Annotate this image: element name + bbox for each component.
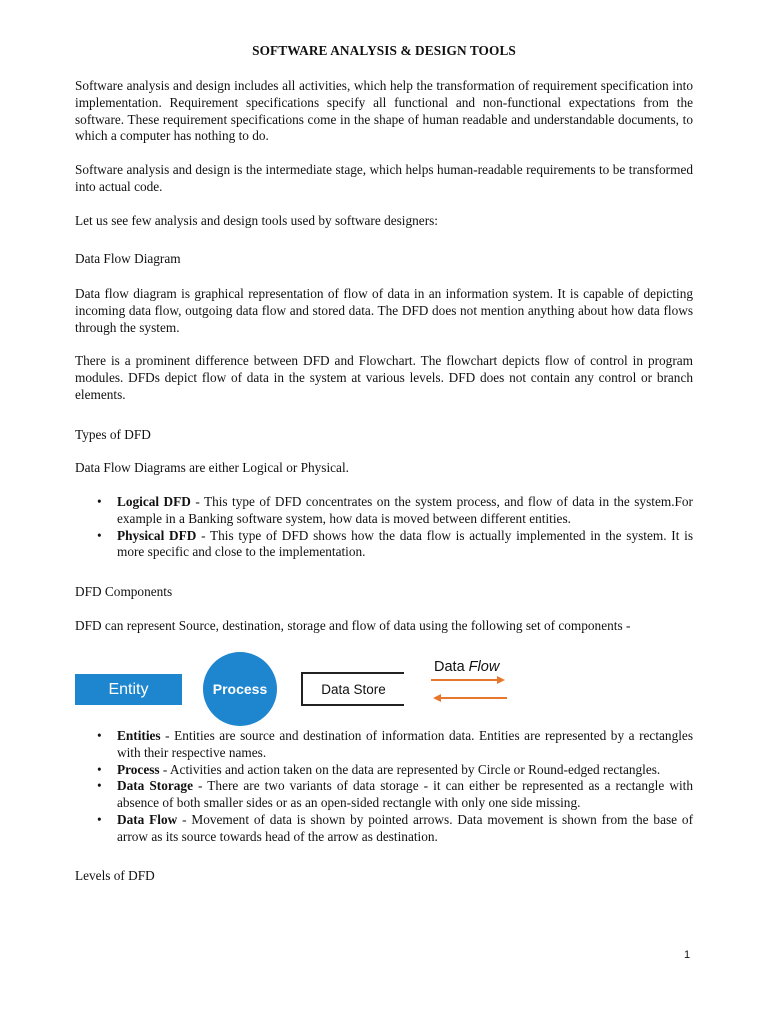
bullet-icon: •: [97, 728, 102, 743]
paragraph-tools-intro: Let us see few analysis and design tools used by software designers:: [75, 213, 438, 228]
list-item: [75, 528, 693, 562]
paragraph-dfd-vs-flowchart: There is a prominent difference between DFD and Flowchart. The flowchart depicts flow of control in program modules. DFDs depict flow of data in the system at various levels. DFD does not contain any control or branch elements.: [75, 353, 693, 402]
data-flow-arrows-icon: [429, 672, 509, 706]
list-item: [75, 728, 693, 762]
list-item-term: Data Flow: [117, 811, 178, 827]
page-number: 1: [684, 949, 691, 961]
arrow-right-head: [497, 676, 505, 684]
process-label: Process: [212, 681, 268, 697]
list-item-text: - There are two variants of data storage - it can either be represented as a rectangle with absence of both smaller sides or as an open-sided rectangle with only one side missing.: [117, 778, 693, 811]
data-flow-label-italic: Flow: [468, 659, 500, 675]
bullet-icon: •: [97, 494, 102, 509]
heading-levels-of-dfd: Levels of DFD: [75, 868, 155, 883]
list-item-text: - Activities and action taken on the data are represented by Circle or Round-edged rectangles.: [159, 761, 661, 777]
paragraph-intro: Software analysis and design includes all activities, which help the transformation of requirement specification into implementation. Requirement specifications specify all functional and non-functional expectations from the software. These requirement specifications come in the shape of human readable and understandable documents, to which a computer has nothing to do.: [75, 78, 693, 144]
arrow-left-head: [433, 694, 441, 702]
paragraph-dfd-definition: Data flow diagram is graphical representation of flow of data in an information system. It is capable of depicting incoming data flow, outgoing data flow and stored data. The DFD does not mention anything about how data flows through the system.: [75, 286, 693, 335]
bullet-icon: •: [97, 778, 102, 794]
list-item: [75, 494, 693, 528]
list-item: [75, 762, 693, 779]
process-circle: [203, 652, 277, 726]
paragraph-components-intro: DFD can represent Source, destination, storage and flow of data using the following set of components -: [75, 618, 631, 633]
data-flow-label-plain: Data: [434, 659, 469, 675]
list-item-text: - Entities are source and destination of information data. Entities are represented by a rectangles with their respective names.: [117, 728, 693, 760]
types-list: [75, 494, 693, 561]
entity-label: Entity: [108, 680, 149, 698]
list-item: [75, 778, 693, 812]
list-item-term: Process: [117, 761, 160, 777]
data-store-shape: [301, 672, 404, 706]
heading-data-flow-diagram: Data Flow Diagram: [75, 251, 181, 266]
document-title: SOFTWARE ANALYSIS & DESIGN TOOLS: [252, 43, 516, 58]
bullet-icon: •: [97, 761, 102, 777]
list-item-term: Logical DFD: [117, 494, 191, 509]
components-list: [75, 728, 693, 846]
list-item-term: Data Storage: [117, 778, 193, 794]
heading-types-of-dfd: Types of DFD: [75, 427, 151, 442]
list-item-text: - This type of DFD shows how the data flow is actually implemented in the system. It is more specific and close to the implementation.: [117, 527, 693, 560]
list-item-term: Entities: [117, 728, 161, 743]
paragraph-intermediate-stage: Software analysis and design is the intermediate stage, which helps human-readable requirements to be transformed into actual code.: [75, 162, 693, 194]
dfd-components-figure: [75, 648, 515, 732]
bullet-icon: •: [97, 811, 102, 827]
list-item-text: - This type of DFD concentrates on the system process, and flow of data in the system.For example in a Banking software system, how data is moved between different entities.: [117, 494, 693, 526]
paragraph-logical-or-physical: Data Flow Diagrams are either Logical or Physical.: [75, 460, 349, 475]
list-item-text: - Movement of data is shown by pointed arrows. Data movement is shown from the base of arrow as its source towards head of the arrow as destination.: [117, 811, 693, 844]
heading-dfd-components: DFD Components: [75, 584, 173, 599]
entity-shape: [75, 674, 182, 705]
data-store-label: Data Store: [321, 681, 386, 697]
list-item-term: Physical DFD: [117, 527, 197, 543]
bullet-icon: •: [97, 527, 102, 543]
list-item: [75, 812, 693, 846]
